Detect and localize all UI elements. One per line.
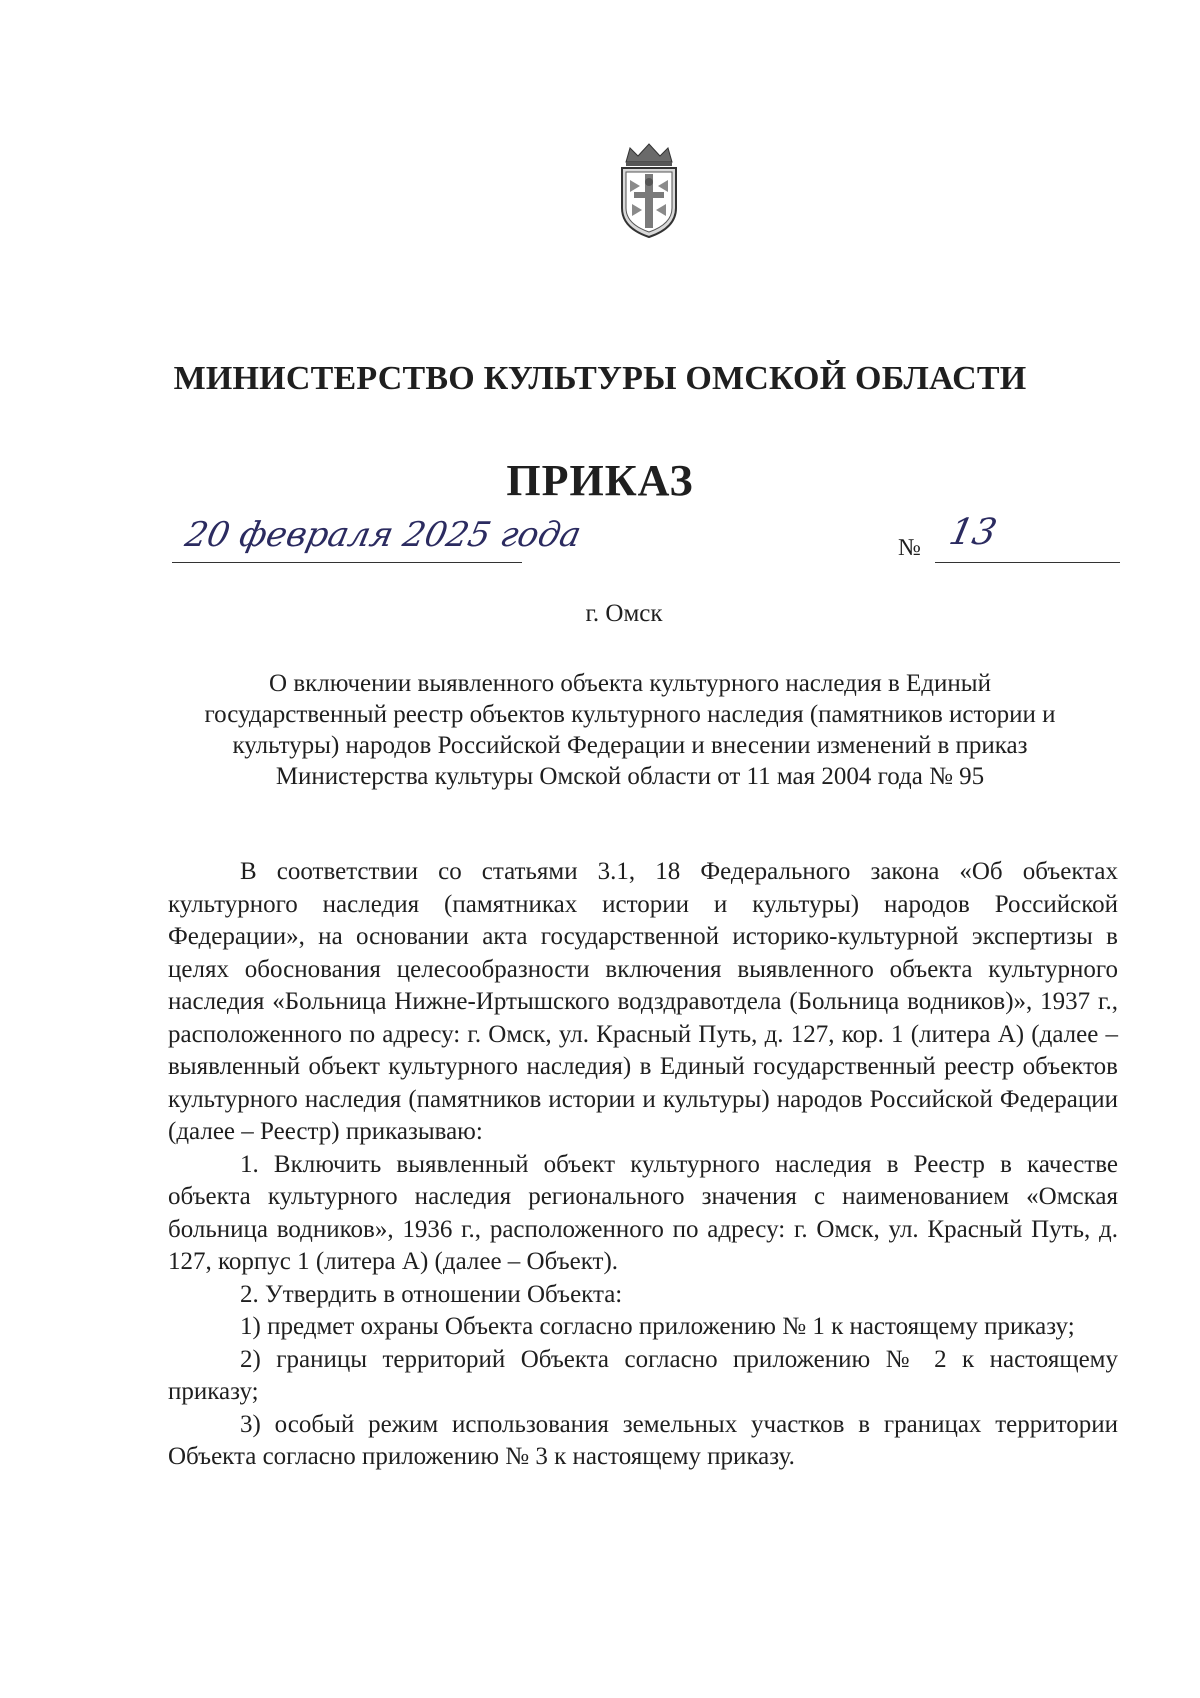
preamble-paragraph: В соответствии со статьями 3.1, 18 Федерального закона «Об объектах культурного наследия (памятниках истории и культуры) народов Российской Федерации», на основании акта государственной историко-культурной экспертизы в целях обоснования целесообразности включения выявленного объекта культурного наследия «Больница Нижне-Иртышского водздравотдела (Больница водников)», 1937 г., расположенного по адресу: г. Омск, ул. Красный Путь, д. 127, кор. 1 (литера А) (далее – выявленный объект культурного наследия) в Единый государственный реестр объектов культурного наследия (памятников истории и культуры) народов Российской Федерации (далее – Реестр) приказываю:	[168, 858, 1118, 1145]
item-2-2-paragraph: 2) границы территорий Объекта согласно приложению № 2 к настоящему приказу;	[168, 1345, 1118, 1405]
ministry-title: МИНИСТЕРСТВО КУЛЬТУРЫ ОМСКОЙ ОБЛАСТИ	[173, 360, 1027, 397]
item-2-3-paragraph: 3) особый режим использования земельных участков в границах территории Объекта согласно приложению № 3 к настоящему приказу.	[168, 1410, 1118, 1470]
coat-of-arms-icon	[614, 140, 684, 240]
item-1-paragraph: 1. Включить выявленный объект культурного наследия в Реестр в качестве объекта культурного наследия регионального значения с наименованием «Омская больница водников», 1936 г., расположенного по адресу: г. Омск, ул. Красный Путь, д. 127, корпус 1 (литера А) (далее – Объект).	[168, 1150, 1118, 1275]
number-label: №	[898, 535, 921, 561]
city-line: г. Омск	[585, 600, 663, 627]
handwritten-number: 13	[945, 512, 1001, 553]
item-2-paragraph: 2. Утвердить в отношении Объекта:	[240, 1280, 623, 1308]
handwritten-date: 20 февраля 2025 года	[181, 515, 585, 555]
order-subject: О включении выявленного объекта культурного наследия в Единый государственный реестр объектов культурного наследия (памятников истории и культуры) народов Российской Федерации и внесении изменений в приказ Министерства культуры Омской области от 11 мая 2004 года № 95	[204, 670, 1056, 790]
order-body	[168, 856, 1118, 1474]
item-2-1-paragraph: 1) предмет охраны Объекта согласно приложению № 1 к настоящему приказу;	[240, 1313, 1075, 1340]
document-type-title: ПРИКАЗ	[506, 456, 694, 505]
